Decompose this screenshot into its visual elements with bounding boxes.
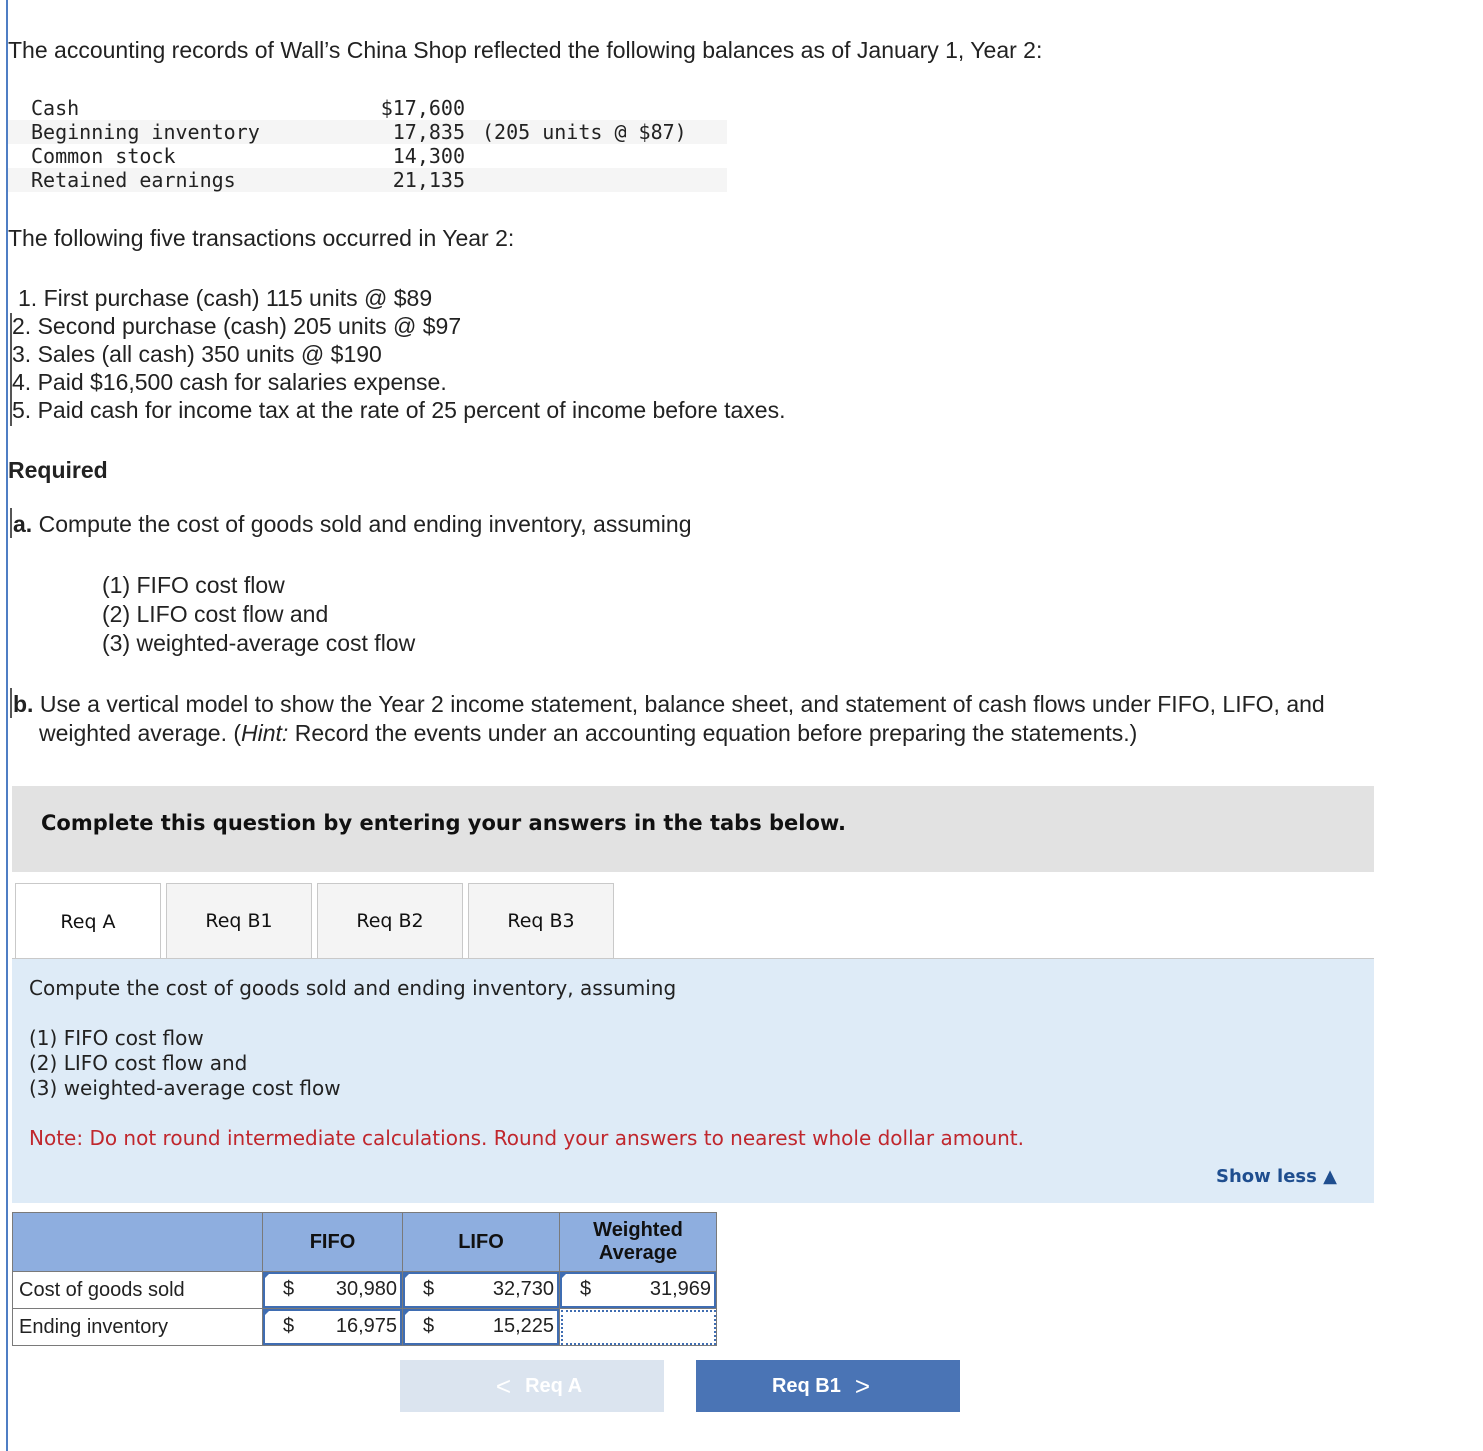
cogs-weighted-input[interactable] bbox=[560, 1272, 717, 1309]
ending-inventory-fifo-input[interactable] bbox=[263, 1309, 403, 1346]
req-b-hint: Hint: bbox=[241, 720, 289, 746]
table-row bbox=[13, 1272, 717, 1309]
req-a-item: (3) weighted-average cost flow bbox=[102, 630, 416, 656]
req-a-prefix: a. bbox=[13, 511, 33, 537]
rounding-note: Note: Do not round intermediate calculations. Round your answers to nearest whole dollar amount. bbox=[29, 1126, 1025, 1150]
show-less-label[interactable]: Show less bbox=[1216, 1166, 1317, 1187]
req-b-line2 bbox=[39, 719, 1137, 747]
table-row bbox=[13, 1309, 717, 1346]
transaction-item: 1. First purchase (cash) 115 units @ $89 bbox=[18, 285, 433, 311]
balance-row bbox=[8, 96, 727, 120]
cogs-lifo-value[interactable]: 32,730 bbox=[492, 1278, 554, 1300]
currency-symbol: $ bbox=[283, 1315, 295, 1337]
req-a-divider bbox=[10, 508, 12, 538]
header-lifo: LIFO bbox=[403, 1213, 560, 1272]
header-fifo: FIFO bbox=[263, 1213, 403, 1272]
balance-label: Common stock bbox=[31, 144, 176, 168]
flag-icon bbox=[403, 1309, 411, 1317]
panel-heading: Compute the cost of goods sold and ending inventory, assuming bbox=[29, 976, 677, 1000]
req-a-item: (1) FIFO cost flow bbox=[102, 572, 285, 598]
req-b-line2-pre: weighted average. ( bbox=[39, 720, 242, 746]
answer-table bbox=[12, 1212, 717, 1346]
transaction-item: 4. Paid $16,500 cash for salaries expense. bbox=[12, 369, 447, 395]
transaction-item: 2. Second purchase (cash) 205 units @ $97 bbox=[12, 313, 462, 339]
header-weighted: Weighted bbox=[593, 1219, 683, 1241]
currency-symbol: $ bbox=[423, 1278, 435, 1300]
tab-req-a[interactable]: Req A bbox=[15, 883, 161, 960]
panel-item: (3) weighted-average cost flow bbox=[29, 1076, 341, 1100]
tab-req-b1[interactable]: Req B1 bbox=[166, 883, 312, 958]
cogs-lifo-input[interactable] bbox=[403, 1272, 560, 1309]
answer-header-row bbox=[13, 1213, 717, 1272]
balance-row bbox=[8, 120, 727, 144]
chevron-right-icon: > bbox=[854, 1370, 871, 1401]
triangle-up-icon[interactable]: ▲ bbox=[1323, 1166, 1337, 1187]
tab-req-b3[interactable]: Req B3 bbox=[468, 883, 614, 958]
header-weighted-average bbox=[560, 1213, 717, 1272]
transactions-intro: The following five transactions occurred in Year 2: bbox=[8, 225, 515, 251]
instruction-text: Complete this question by entering your answers in the tabs below. bbox=[41, 811, 846, 835]
balance-amount: 17,835 bbox=[392, 120, 465, 144]
ending-inventory-lifo-input[interactable] bbox=[403, 1309, 560, 1346]
balances-table bbox=[8, 96, 727, 192]
chevron-left-icon: < bbox=[495, 1370, 512, 1401]
prev-button-label: Req A bbox=[525, 1374, 583, 1397]
req-a-item: (2) LIFO cost flow and bbox=[102, 601, 329, 627]
balance-note: (205 units @ $87) bbox=[482, 120, 687, 144]
req-b-line1 bbox=[13, 690, 1325, 718]
flag-icon bbox=[263, 1309, 271, 1317]
balance-label: Retained earnings bbox=[31, 168, 236, 192]
req-b-divider bbox=[10, 688, 12, 718]
row-label-ending-inventory: Ending inventory bbox=[13, 1309, 263, 1346]
row-label-cogs: Cost of goods sold bbox=[13, 1272, 263, 1309]
header-blank bbox=[13, 1213, 263, 1272]
balance-amount: $17,600 bbox=[380, 96, 465, 120]
cogs-fifo-value[interactable]: 30,980 bbox=[335, 1278, 397, 1300]
show-less-link[interactable] bbox=[1216, 1166, 1337, 1187]
req-a-body: Compute the cost of goods sold and ending inventory, assuming bbox=[32, 511, 692, 537]
balance-amount: 21,135 bbox=[392, 168, 465, 192]
balance-label: Beginning inventory bbox=[31, 120, 260, 144]
instruction-box bbox=[12, 786, 1374, 872]
prev-button[interactable] bbox=[400, 1360, 664, 1412]
next-button[interactable] bbox=[696, 1360, 960, 1412]
balance-label: Cash bbox=[31, 96, 80, 120]
left-border bbox=[6, 0, 8, 1451]
tab-req-b2[interactable]: Req B2 bbox=[317, 883, 463, 958]
currency-symbol: $ bbox=[580, 1278, 592, 1300]
currency-symbol: $ bbox=[283, 1278, 295, 1300]
intro-text: The accounting records of Wall’s China Shop reflected the following balances as of January 1, Year 2: bbox=[8, 37, 1043, 63]
header-average: Average bbox=[598, 1242, 678, 1264]
ending-inventory-fifo-value[interactable]: 16,975 bbox=[335, 1315, 397, 1337]
balance-row bbox=[8, 168, 727, 192]
cogs-weighted-value[interactable]: 31,969 bbox=[649, 1278, 711, 1300]
currency-symbol: $ bbox=[423, 1315, 435, 1337]
balance-amount: 14,300 bbox=[392, 144, 465, 168]
ending-inventory-weighted-input[interactable] bbox=[560, 1309, 717, 1346]
panel-item: (2) LIFO cost flow and bbox=[29, 1051, 248, 1075]
cogs-fifo-input[interactable] bbox=[263, 1272, 403, 1309]
req-b-line2-post: Record the events under an accounting equation before preparing the statements.) bbox=[288, 720, 1138, 746]
ending-inventory-lifo-value[interactable]: 15,225 bbox=[492, 1315, 554, 1337]
flag-icon bbox=[560, 1272, 568, 1280]
req-b-line1-text: Use a vertical model to show the Year 2 income statement, balance sheet, and statement of cash flows under FIFO, LIFO, and bbox=[33, 691, 1325, 717]
flag-icon bbox=[403, 1272, 411, 1280]
transaction-item: 3. Sales (all cash) 350 units @ $190 bbox=[12, 341, 382, 367]
required-heading: Required bbox=[8, 457, 108, 483]
panel-item: (1) FIFO cost flow bbox=[29, 1026, 204, 1050]
flag-icon bbox=[263, 1272, 271, 1280]
balance-row bbox=[8, 144, 727, 168]
next-button-label: Req B1 bbox=[771, 1374, 841, 1397]
req-b-prefix: b. bbox=[13, 691, 34, 717]
req-a-text bbox=[13, 510, 692, 538]
transaction-item: 5. Paid cash for income tax at the rate of 25 percent of income before taxes. bbox=[12, 397, 786, 423]
